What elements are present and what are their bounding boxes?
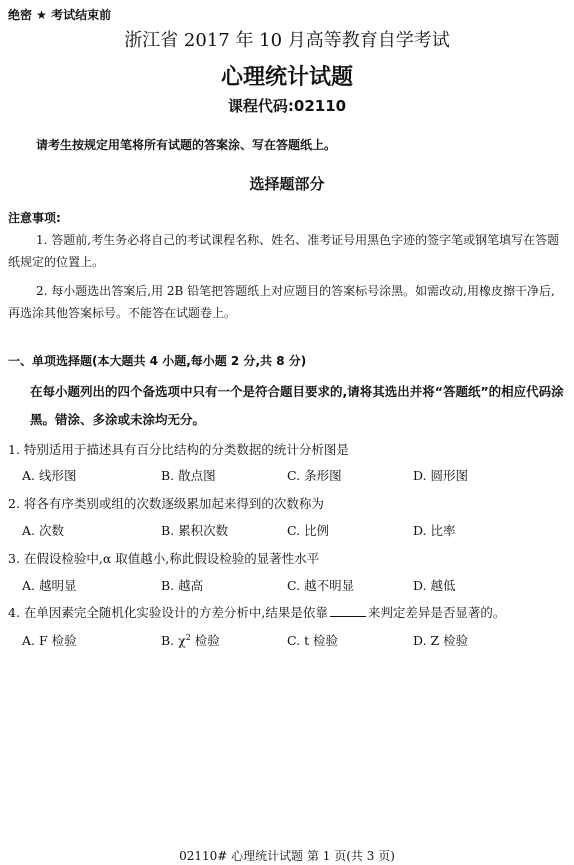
question-stem — [8, 603, 505, 621]
option: A. 次数 — [22, 523, 64, 538]
paper-title: 心理统计试题 — [220, 65, 353, 90]
option: C. 比例 — [287, 523, 330, 538]
option: D. 比率 — [413, 523, 456, 538]
answer-blank — [330, 604, 366, 617]
question-stem: 3. 在假设检验中,α 取值越小,称此假设检验的显著性水平 — [8, 551, 320, 566]
confidential-label: 绝密 ★ 考试结束前 — [8, 8, 112, 22]
option: B. 累积次数 — [161, 523, 229, 538]
note-item: 2. 每小题选出答案后,用 2B 铅笔把答题纸上对应题目的答案标号涂黑。如需改动,用橡皮擦干净后,再选涂其他答案标号。不能答在试题卷上。 — [8, 284, 555, 320]
section-description: 在每小题列出的四个备选项中只有一个是符合题目要求的,请将其选出并将“答题纸”的相应代码涂黑。错涂、多涂或未涂均无分。 — [30, 384, 564, 427]
answer-instruction: 请考生按规定用笔将所有试题的答案涂、写在答题纸上。 — [36, 138, 337, 152]
question-stem-part: 4. 在单因素完全随机化实验设计的方差分析中,结果是依靠 — [8, 605, 328, 620]
option-label: B. χ — [161, 633, 186, 648]
notes-heading: 注意事项: — [8, 211, 61, 225]
option: D. Z 检验 — [413, 633, 469, 648]
option: B. 散点图 — [161, 468, 216, 483]
option-label-suffix: 检验 — [190, 633, 220, 648]
page-footer: 02110# 心理统计试题 第 1 页(共 3 页) — [179, 849, 395, 863]
part-title: 选择题部分 — [249, 175, 325, 193]
option: C. 条形图 — [287, 468, 342, 483]
option: B. 越高 — [161, 578, 204, 593]
course-code: 课程代码:02110 — [227, 97, 347, 115]
superscript: 2 — [185, 632, 191, 642]
question-stem-part: 来判定差异是否显著的。 — [367, 605, 506, 620]
option: A. 线形图 — [22, 468, 77, 483]
note-item: 1. 答题前,考生务必将自己的考试课程名称、姓名、准考证号用黑色字迹的签字笔或钢笔填写在答题纸规定的位置上。 — [8, 233, 560, 269]
question-stem: 2. 将各有序类别或组的次数逐级累加起来得到的次数称为 — [8, 496, 324, 511]
option: A. F 检验 — [22, 633, 77, 648]
option: D. 圆形图 — [413, 468, 469, 483]
option: A. 越明显 — [22, 578, 77, 593]
option — [161, 631, 220, 649]
option: C. t 检验 — [287, 633, 339, 648]
question-stem: 1. 特别适用于描述具有百分比结构的分类数据的统计分析图是 — [8, 442, 349, 457]
section-title: 一、单项选择题(本大题共 4 小题,每小题 2 分,共 8 分) — [8, 354, 307, 368]
exam-title: 浙江省 2017 年 10 月高等教育自学考试 — [124, 30, 450, 51]
option: C. 越不明显 — [287, 578, 355, 593]
option: D. 越低 — [413, 578, 456, 593]
